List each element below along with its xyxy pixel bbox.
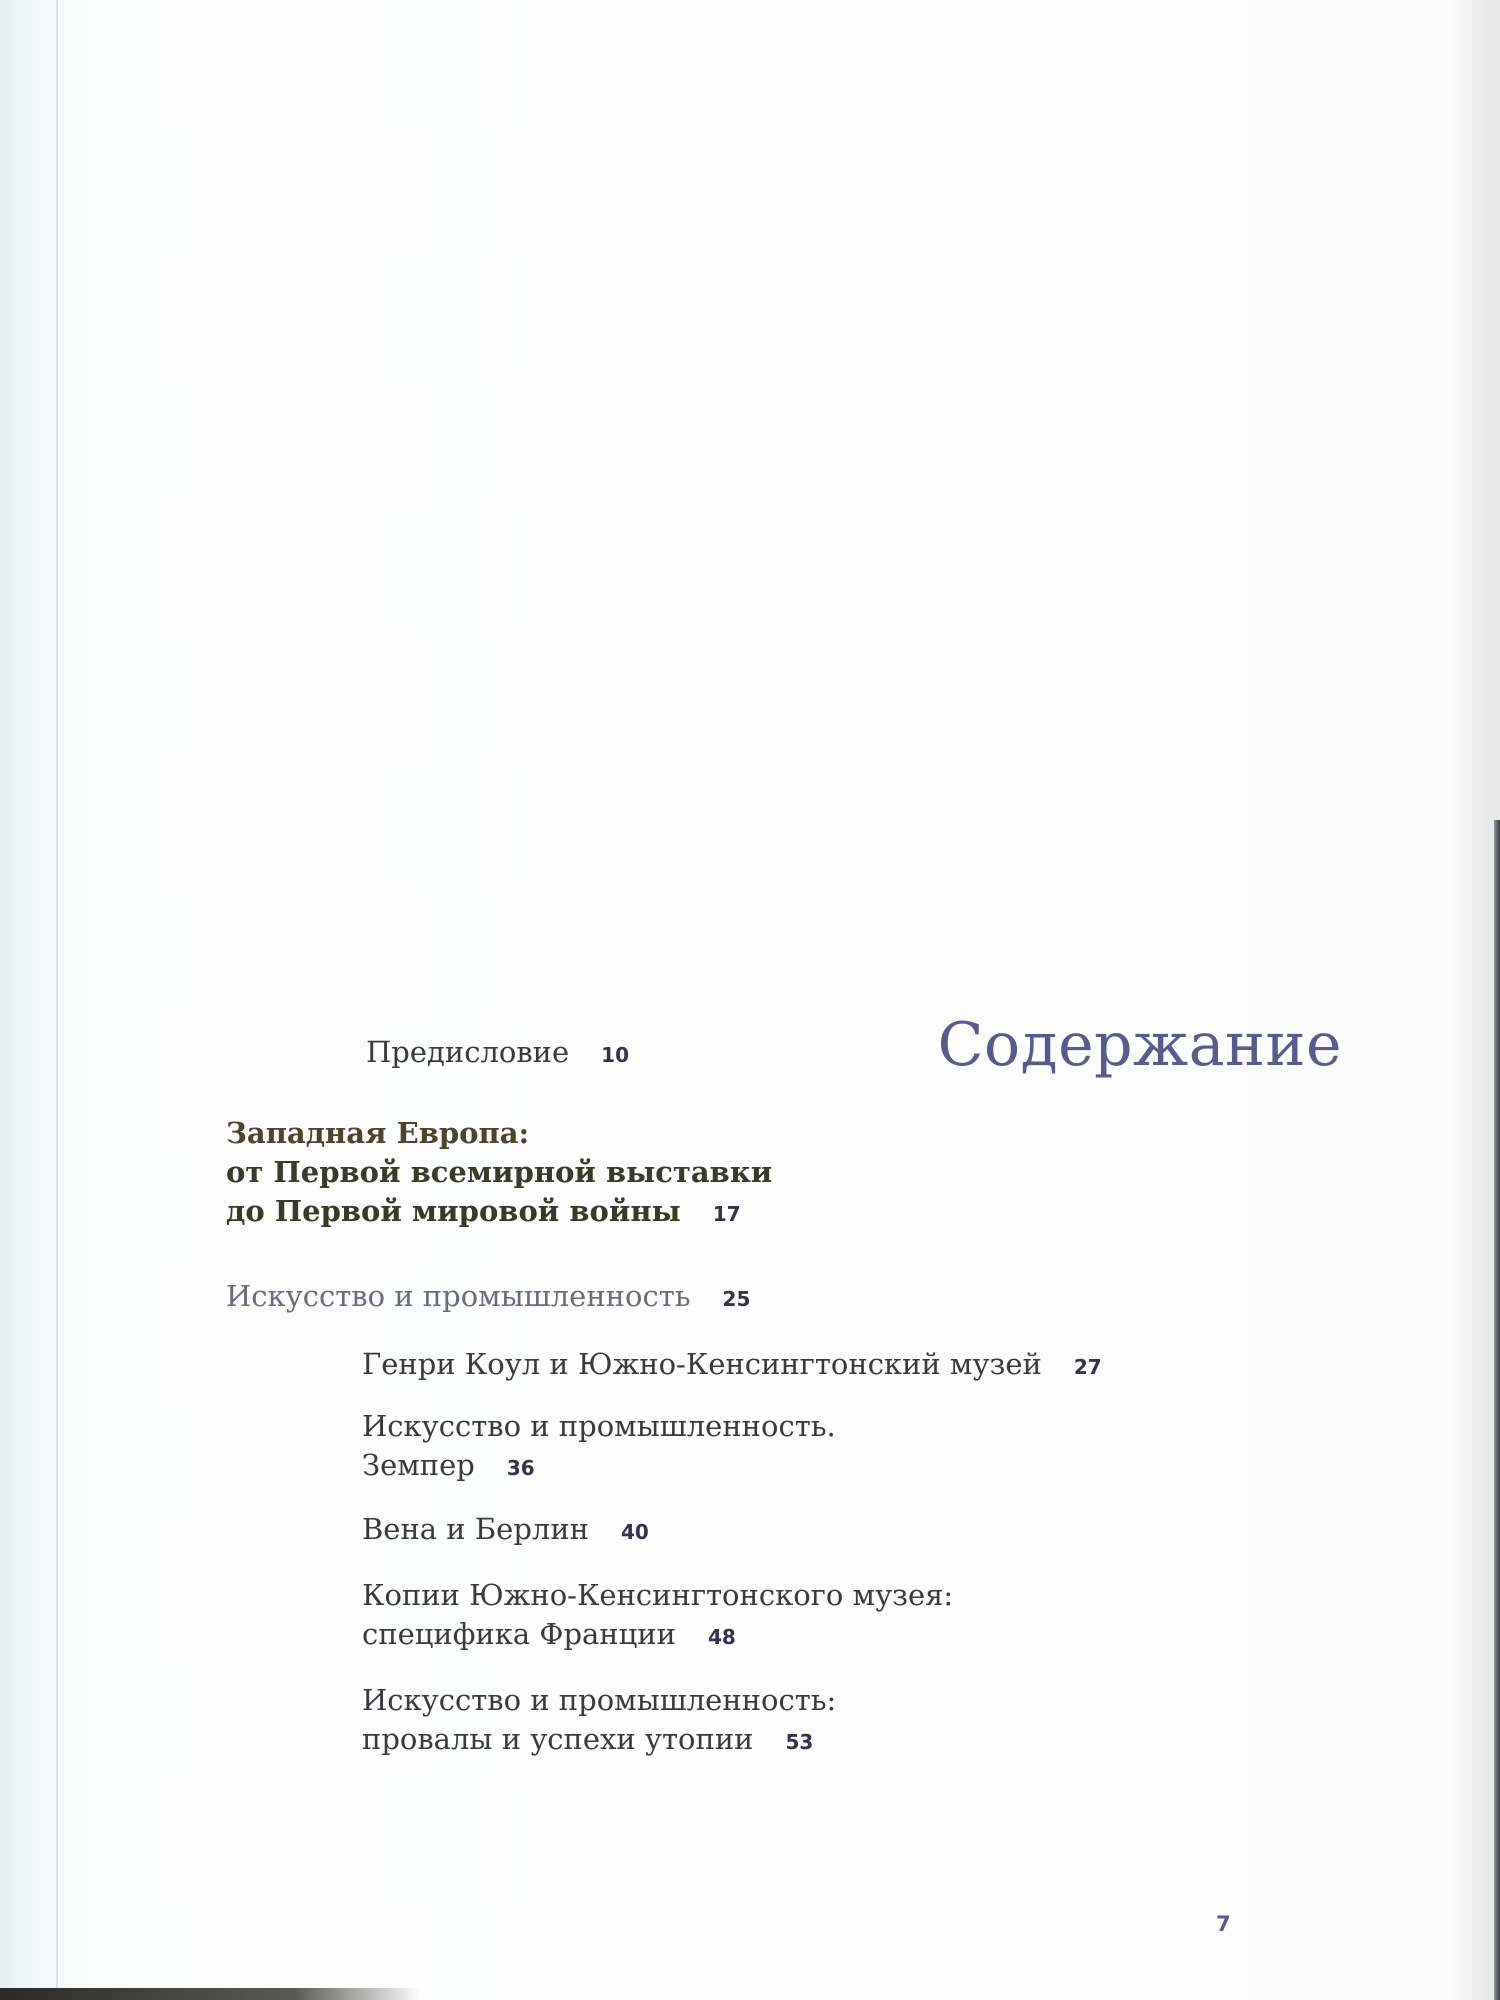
toc-chapter [362, 1407, 836, 1488]
toc-chapter-line: Вена и Берлин 40 [362, 1510, 649, 1552]
book-edge-right [1494, 820, 1500, 2000]
toc-page-number: 17 [712, 1202, 741, 1226]
toc-chapter [362, 1576, 953, 1657]
toc-page-number: 40 [620, 1520, 649, 1544]
toc-chapter [362, 1510, 649, 1552]
toc-entry-foreword [366, 1033, 629, 1075]
toc-chapter-line: Искусство и промышленность. [362, 1409, 836, 1443]
toc-page-number: 27 [1073, 1355, 1102, 1379]
toc-part-art-industry [226, 1277, 750, 1319]
toc-entry-label: Предисловие [366, 1035, 570, 1069]
toc-chapter [362, 1345, 1102, 1387]
toc-page-number: 10 [601, 1043, 629, 1067]
toc-page-number: 25 [722, 1287, 751, 1311]
page-gutter [56, 0, 58, 2000]
toc-section-western-europe [226, 1114, 772, 1234]
toc-chapter-line: Искусство и промышленность: [362, 1683, 837, 1717]
toc-page-number: 53 [785, 1730, 814, 1754]
toc-entry-label: Искусство и промышленность [226, 1279, 691, 1313]
toc-chapter-line: специфика Франции 48 [362, 1615, 953, 1657]
book-edge-bottom [0, 1988, 420, 2000]
toc-title: Содержание [937, 1010, 1342, 1080]
toc-chapter-line: Генри Коул и Южно-Кенсингтонский музей 27 [362, 1345, 1102, 1387]
toc-section-line: от Первой всемирной выставки [226, 1155, 773, 1189]
page-number: 7 [1216, 1912, 1231, 1936]
toc-chapter-line: провалы и успехи утопии 53 [362, 1720, 836, 1762]
toc-chapter-line: Земпер 36 [362, 1446, 836, 1488]
toc-page-number: 48 [707, 1625, 736, 1649]
toc-section-line: Западная Европа: [226, 1116, 530, 1150]
toc-page-number: 36 [506, 1456, 535, 1480]
toc-chapter [362, 1681, 836, 1762]
toc-chapter-line: Копии Южно-Кенсингтонского музея: [362, 1578, 954, 1612]
toc-section-line: до Первой мировой войны 17 [226, 1192, 772, 1234]
